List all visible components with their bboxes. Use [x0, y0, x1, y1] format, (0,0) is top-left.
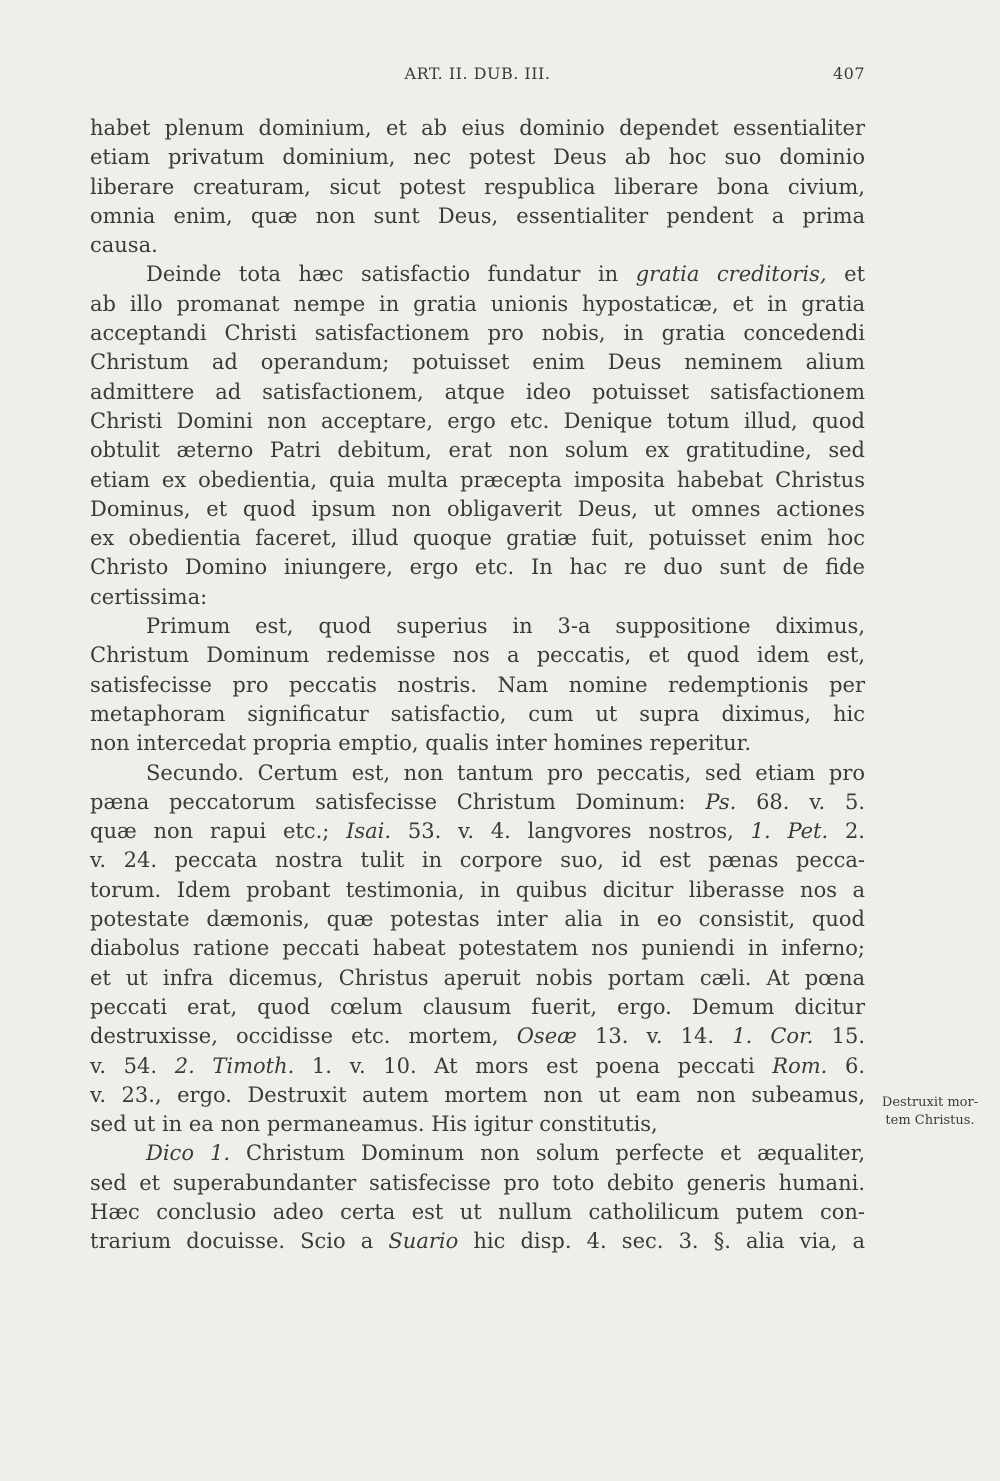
page-header	[90, 64, 865, 86]
page-number: 407	[832, 64, 865, 83]
text-line: Christum Dominum redemisse nos a peccatis, et quod idem est,	[90, 643, 865, 668]
text-line: admittere ad satisfactionem, atque ideo potuisset satisfactionem	[90, 379, 865, 404]
running-head: ART. II. DUB. III.	[404, 64, 551, 83]
margin-note-line: Destruxit mor-	[881, 1095, 979, 1110]
text-line: torum. Idem probant testimonia, in quibus dicitur liberasse nos a	[90, 877, 865, 902]
text-line: Christo Domino iniungere, ergo etc. In hac re duo sunt de fide	[90, 555, 865, 580]
text-line: potestate dæmonis, quæ potestas inter alia in eo consistit, quod	[90, 907, 865, 932]
text-line: sed et superabundanter satisfecisse pro toto debito generis humani.	[90, 1170, 865, 1195]
text-line: pæna peccatorum satisfecisse Christum Dominum: Ps. 68. v. 5.	[90, 789, 865, 814]
text-line: Dominus, et quod ipsum non obligaverit Deus, ut omnes actiones	[90, 496, 865, 521]
text-line: v. 23., ergo. Destruxit autem mortem non ut eam non subeamus,	[90, 1082, 865, 1107]
text-line: v. 24. peccata nostra tulit in corpore suo, id est pænas pecca-	[90, 848, 865, 873]
text-line: v. 54. 2. Timoth. 1. v. 10. At mors est poena peccati Rom. 6.	[90, 1053, 866, 1078]
text-line: satisfecisse pro peccatis nostris. Nam nomine redemptionis per	[90, 672, 865, 697]
text-line: omnia enim, quæ non sunt Deus, essentialiter pendent a prima	[90, 203, 865, 228]
text-line: acceptandi Christi satisfactionem pro nobis, in gratia concedendi	[90, 321, 865, 346]
text-line: Christum ad operandum; potuisset enim Deus neminem alium	[90, 350, 865, 375]
margin-note-line: tem Christus.	[885, 1113, 975, 1128]
text-line: metaphoram significatur satisfactio, cum ut supra diximus, hic	[90, 701, 865, 726]
text-line: Hæc conclusio adeo certa est ut nullum catholilicum putem con-	[90, 1199, 865, 1224]
text-line: non intercedat propria emptio, qualis inter homines reperitur.	[90, 731, 752, 756]
text-line: sed ut in ea non permaneamus. His igitur constitutis,	[90, 1112, 658, 1137]
paragraph-start-line: Secundo. Certum est, non tantum pro peccatis, sed etiam pro	[146, 760, 865, 785]
text-line: trarium docuisse. Scio a Suario hic disp. 4. sec. 3. §. alia via, a	[90, 1229, 865, 1254]
text-line: etiam privatum dominium, nec potest Deus ab hoc suo dominio	[90, 145, 865, 170]
text-line: diabolus ratione peccati habeat potestatem nos puniendi in inferno;	[90, 936, 865, 961]
paragraph-start-line: Primum est, quod superius in 3-a suppositione diximus,	[146, 614, 865, 639]
text-line: Christi Domini non acceptare, ergo etc. Denique totum illud, quod	[90, 408, 865, 433]
margin-note	[871, 1094, 989, 1130]
text-line: ab illo promanat nempe in gratia unionis hypostaticæ, et in gratia	[90, 291, 865, 316]
text-line: etiam ex obedientia, quia multa præcepta imposita habebat Christus	[90, 467, 865, 492]
text-line: obtulit æterno Patri debitum, erat non solum ex gratitudine, sed	[90, 438, 865, 463]
text-line: peccati erat, quod cœlum clausum fuerit, ergo. Demum dicitur	[90, 994, 865, 1019]
paragraph-start-line: Deinde tota hæc satisfactio fundatur in gratia creditoris, et	[146, 262, 866, 287]
text-line: certissima:	[90, 584, 208, 609]
body-text	[90, 114, 865, 1257]
text-line: liberare creaturam, sicut potest respublica liberare bona civium,	[90, 174, 865, 199]
text-line: causa.	[90, 233, 158, 258]
text-line: ex obedientia faceret, illud quoque gratiæ fuit, potuisset enim hoc	[90, 526, 865, 551]
text-line: habet plenum dominium, et ab eius dominio dependet essentialiter	[90, 116, 865, 140]
text-line: et ut infra dicemus, Christus aperuit nobis portam cæli. At pœna	[90, 965, 865, 990]
paragraph-start-line: Dico 1. Christum Dominum non solum perfecte et æqualiter,	[146, 1141, 865, 1166]
text-line: quæ non rapui etc.; Isai. 53. v. 4. langvores nostros, 1. Pet. 2.	[90, 819, 865, 844]
text-line: destruxisse, occidisse etc. mortem, Oseæ 13. v. 14. 1. Cor. 15.	[90, 1024, 865, 1049]
